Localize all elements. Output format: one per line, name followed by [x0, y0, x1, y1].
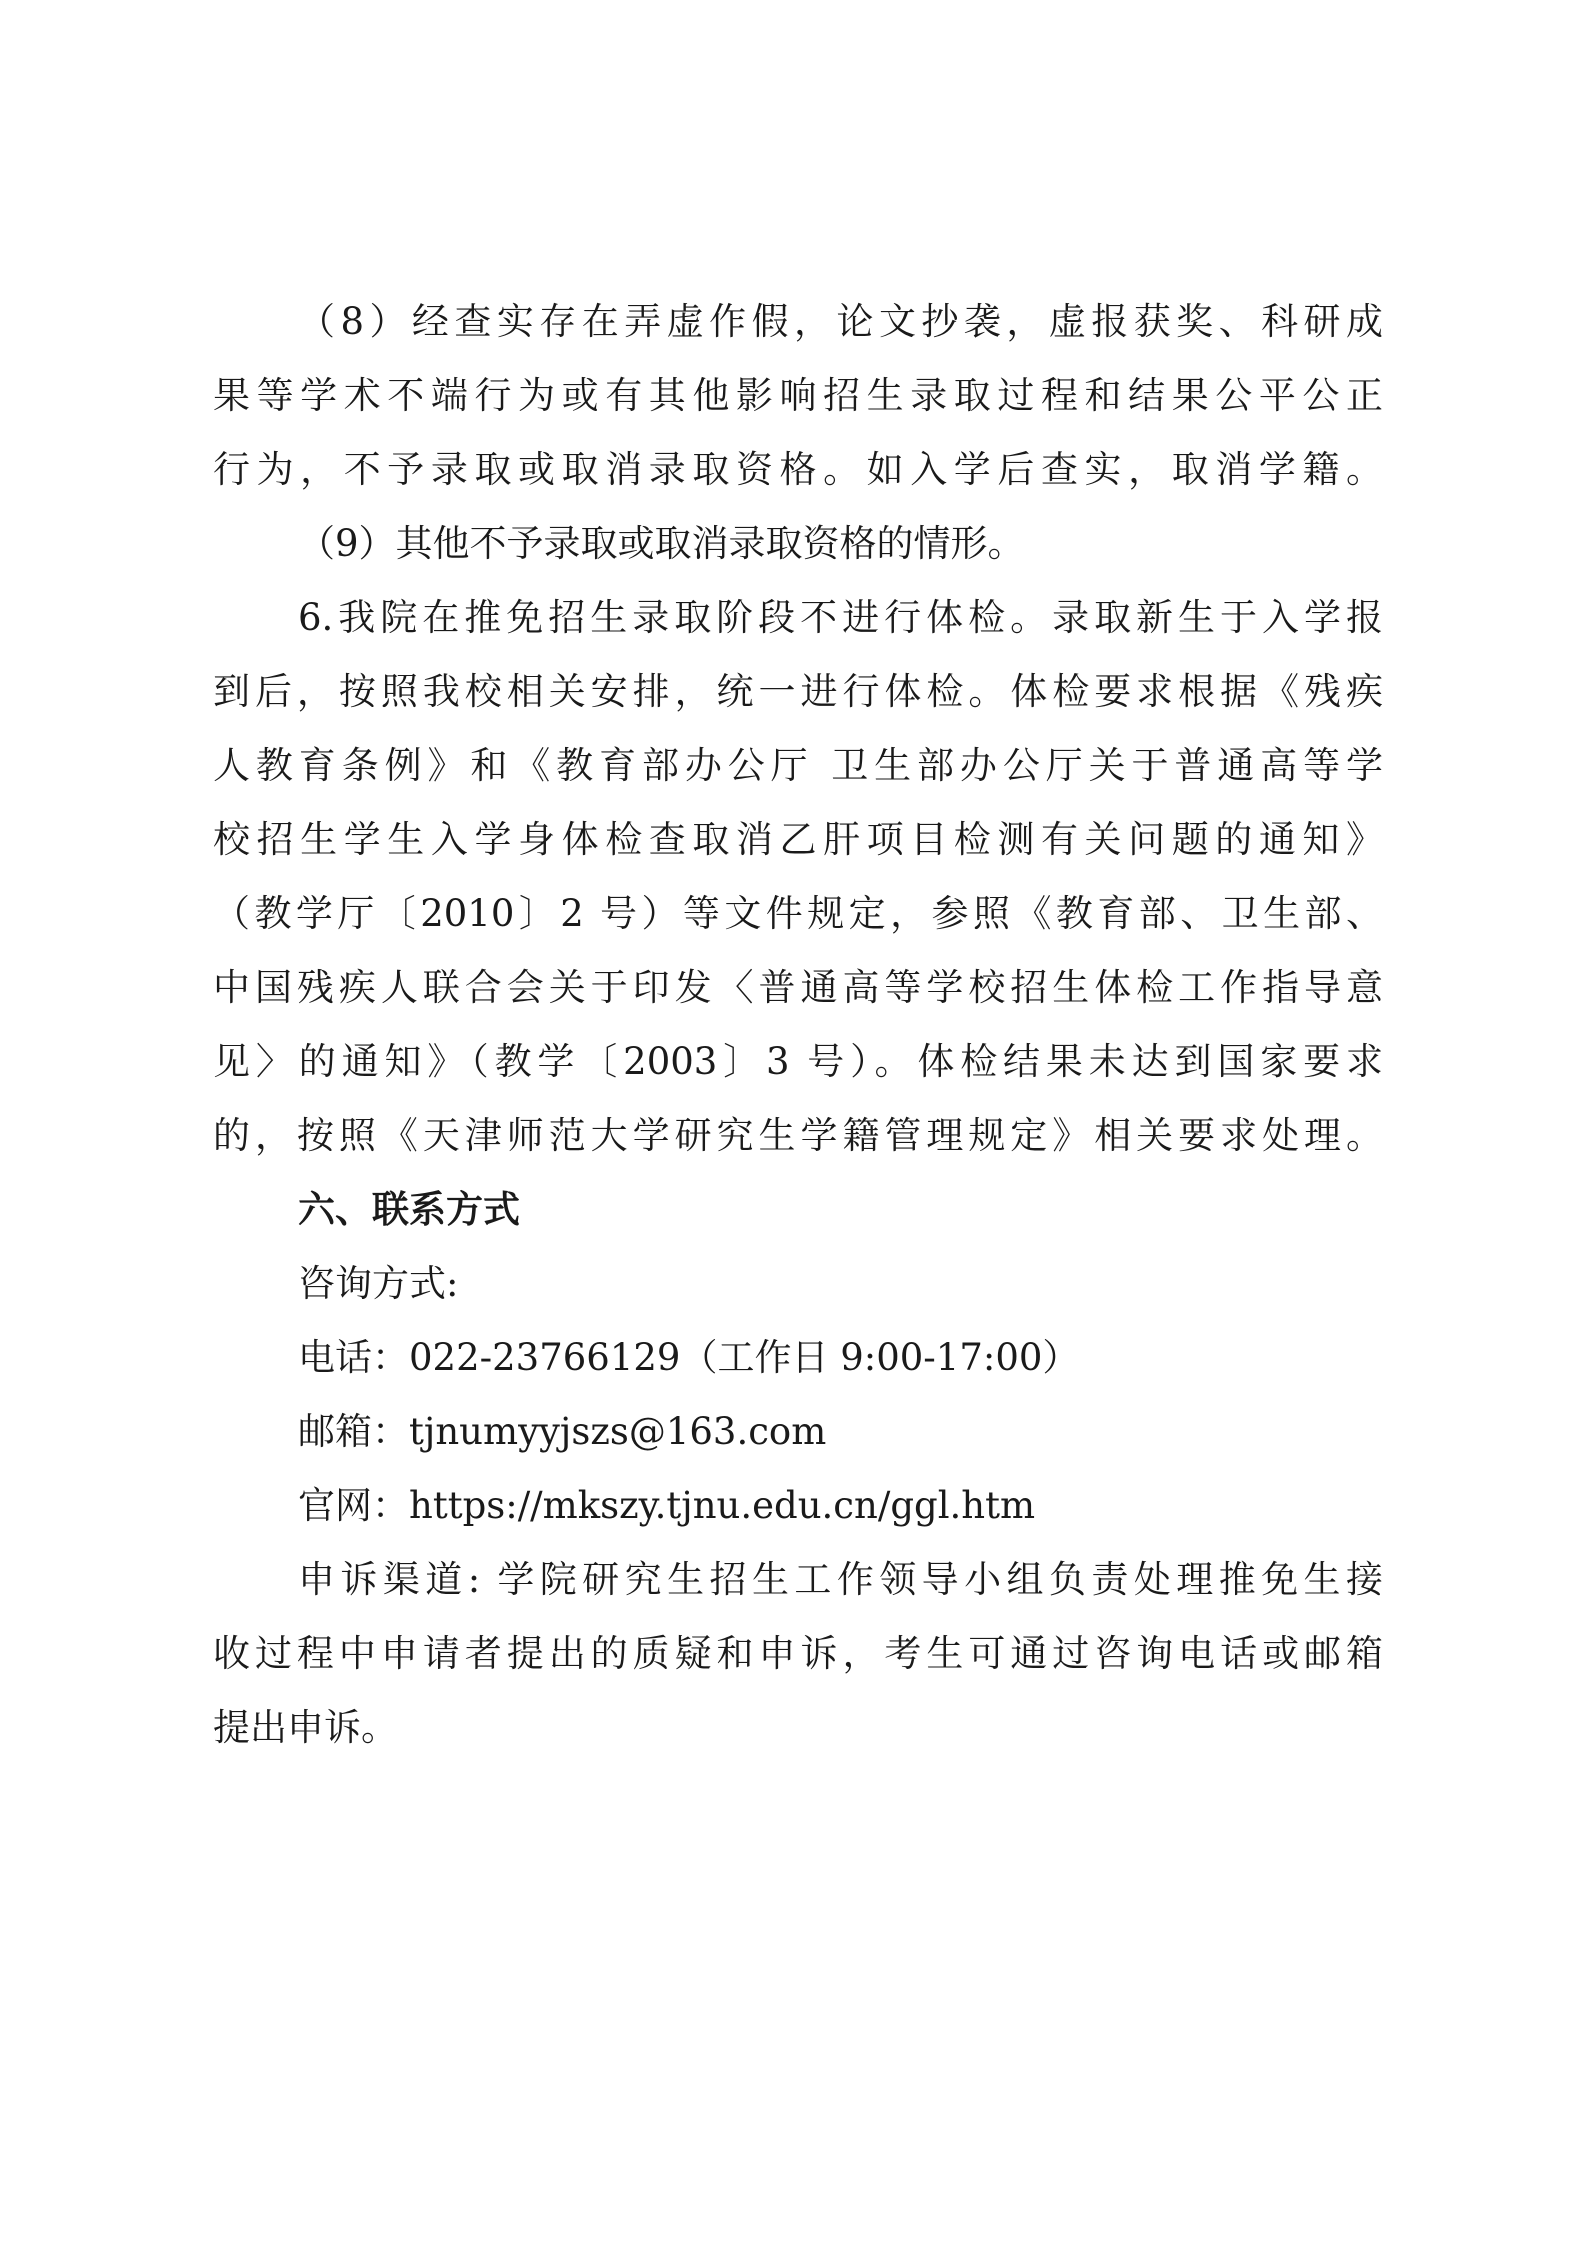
paragraph-6-line-5: （教学厅〔2010〕2 号）等文件规定，参照《教育部、卫生部、 [213, 892, 1383, 935]
appeal-line-2: 收过程中申请者提出的质疑和申诉，考生可通过咨询电话或邮箱 [213, 1632, 1383, 1675]
paragraph-6-line-3: 人教育条例》和《教育部办公厅 卫生部办公厅关于普通高等学 [213, 744, 1383, 787]
appeal-line-1: 申诉渠道: 学院研究生招生工作领导小组负责处理推免生接 [298, 1558, 1383, 1601]
paragraph-9-line-1: （9）其他不予录取或取消录取资格的情形。 [298, 522, 1025, 565]
appeal-line-3: 提出申诉。 [213, 1706, 398, 1749]
paragraph-8-line-2: 果等学术不端行为或有其他影响招生录取过程和结果公平公正 [213, 374, 1383, 417]
contact-email: 邮箱：tjnumyyjszs@163.com [298, 1410, 827, 1453]
consult-label: 咨询方式: [298, 1262, 459, 1305]
paragraph-6-line-7: 见〉的通知》（教学〔2003〕3 号）。体检结果未达到国家要求 [213, 1040, 1383, 1083]
paragraph-8-line-1: （8）经查实存在弄虚作假，论文抄袭，虚报获奖、科研成 [298, 300, 1383, 343]
paragraph-6-line-6: 中国残疾人联合会关于印发〈普通高等学校招生体检工作指导意 [213, 966, 1383, 1009]
contact-phone: 电话：022-23766129（工作日 9:00-17:00） [298, 1336, 1080, 1379]
paragraph-8-line-3: 行为，不予录取或取消录取资格。如入学后查实，取消学籍。 [213, 448, 1383, 491]
paragraph-6-line-4: 校招生学生入学身体检查取消乙肝项目检测有关问题的通知》 [213, 818, 1383, 861]
contact-website: 官网：https://mkszy.tjnu.edu.cn/ggl.htm [298, 1484, 1036, 1527]
section-heading-contact: 六、联系方式 [298, 1188, 520, 1231]
paragraph-6-line-8: 的，按照《天津师范大学研究生学籍管理规定》相关要求处理。 [213, 1114, 1383, 1157]
paragraph-6-line-2: 到后，按照我校相关安排，统一进行体检。体检要求根据《残疾 [213, 670, 1383, 713]
paragraph-6-line-1: 6.我院在推免招生录取阶段不进行体检。录取新生于入学报 [298, 596, 1383, 639]
